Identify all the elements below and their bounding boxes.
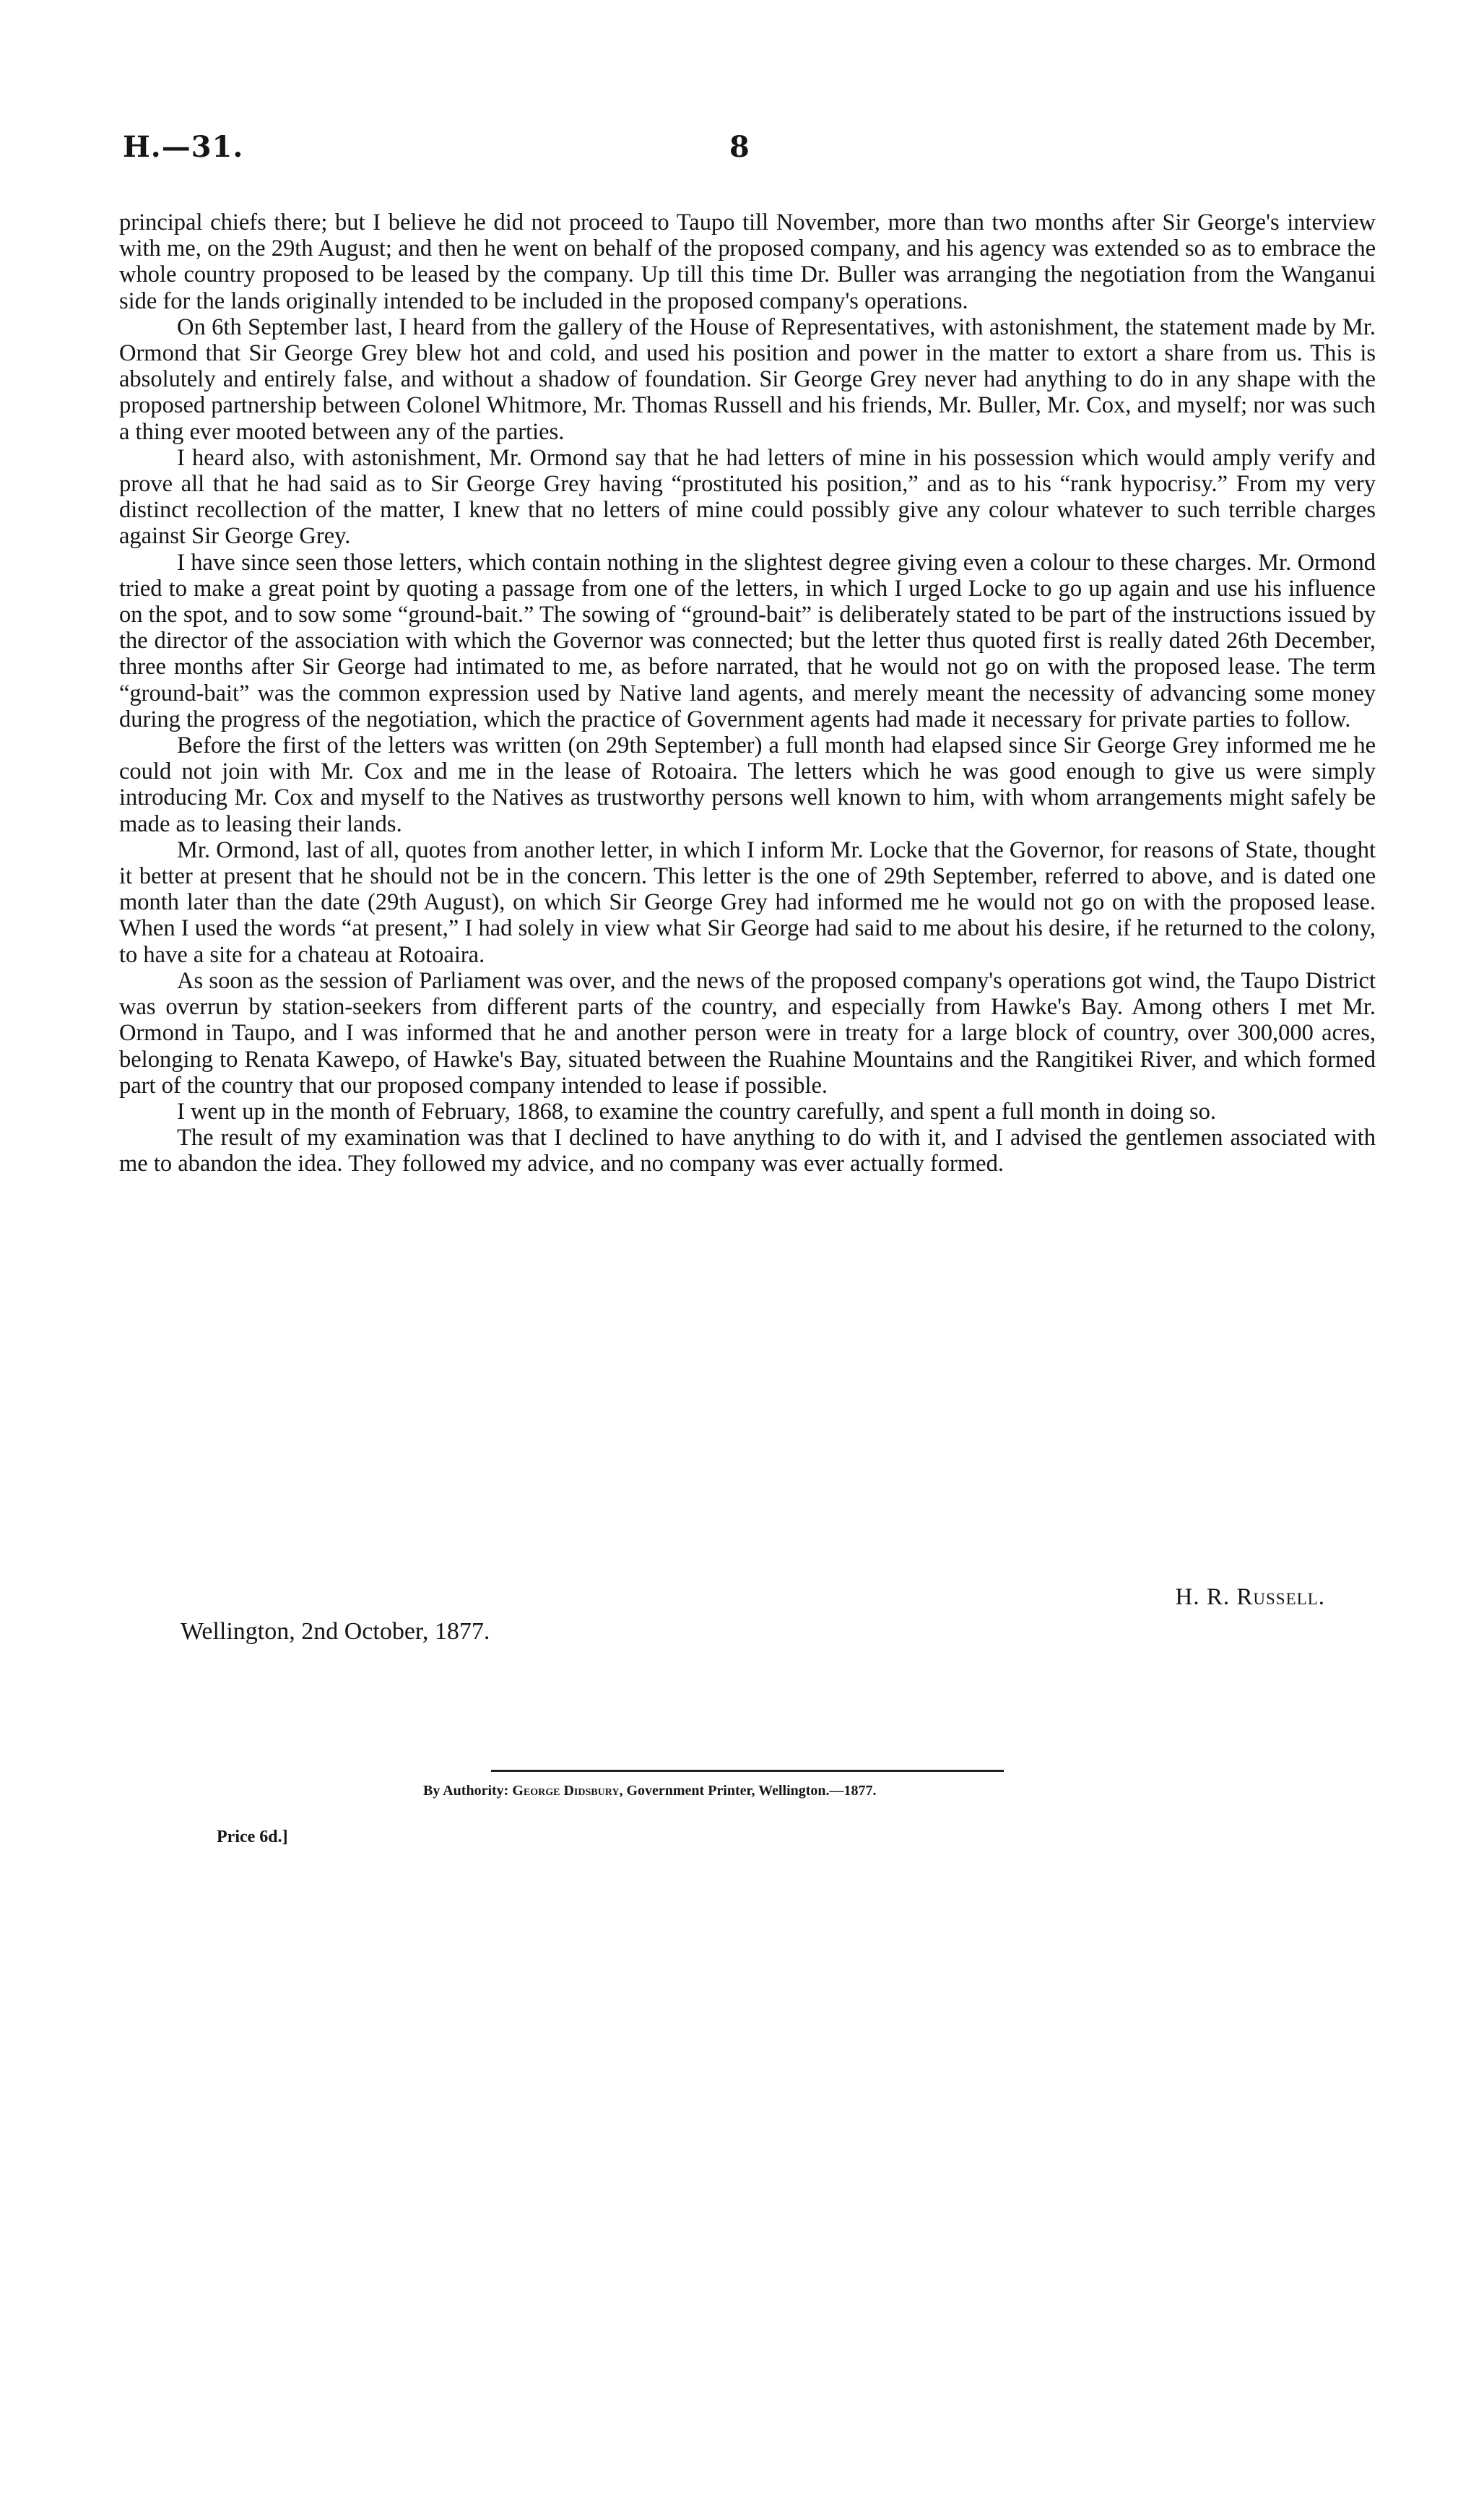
body-text <box>119 209 1376 1177</box>
paragraph: On 6th September last, I heard from the gallery of the House of Representatives, with astonishment, the statement made by Mr. Ormond that Sir George Grey blew hot and cold, and used his position and power in the matter to extort a share from us. This is absolutely and entirely false, and without a shadow of foundation. Sir George Grey never had anything to do in any shape with the proposed partnership between Colonel Whitmore, Mr. Thomas Russell and his friends, Mr. Buller, Mr. Cox, and myself; nor was such a thing ever mooted between any of the parties. <box>119 314 1376 445</box>
price-note: Price 6d.] <box>217 1828 288 1846</box>
paragraph: Mr. Ormond, last of all, quotes from another letter, in which I inform Mr. Locke that the Governor, for reasons of State, thought it better at present that he should not be in the concern. This letter is the one of 29th September, referred to above, and is dated one month later than the date (29th August), on which Sir George Grey had informed me he would not go on with the proposed lease. When I used the words “at present,” I had solely in view what Sir George had said to me about his desire, if he returned to the colony, to have a site for a chateau at Rotoaira. <box>119 836 1376 968</box>
imprint-suffix: , Government Printer, Wellington.—1877. <box>619 1783 877 1799</box>
imprint-prefix: By Authority: <box>423 1783 513 1799</box>
signature-initials: H. R. <box>1175 1584 1237 1610</box>
signature <box>1176 1584 1325 1611</box>
place-and-date: Wellington, 2nd October, 1877. <box>181 1618 490 1645</box>
page-number: 8 <box>729 130 750 164</box>
paragraph: I went up in the month of February, 1868, to examine the country carefully, and spent a full month in doing so. <box>177 1098 1217 1125</box>
signature-surname: Russell. <box>1236 1584 1325 1610</box>
divider-rule <box>491 1770 1004 1772</box>
paragraph: I heard also, with astonishment, Mr. Ormond say that he had letters of mine in his possession which would amply verify and prove all that he had said as to Sir George Grey having “prostituted his position,” and as to his “rank hypocrisy.” From my very distinct recollection of the matter, I knew that no letters of mine could possibly give any colour whatever to such terrible charges against Sir George Grey. <box>119 444 1376 550</box>
document-reference: H.—31. <box>123 130 244 164</box>
paragraph: As soon as the session of Parliament was over, and the news of the proposed company's operations got wind, the Taupo District was overrun by station-seekers from different parts of the country, and especially from Hawke's Bay. Among others I met Mr. Ormond in Taupo, and I was informed that he and another person were in treaty for a large block of country, over 300,000 acres, belonging to Renata Kawepo, of Hawke's Bay, situated between the Ruahine Mountains and the Rangitikei River, and which formed part of the country that our proposed company intended to lease if possible. <box>119 967 1376 1099</box>
paragraph: I have since seen those letters, which contain nothing in the slightest degree giving even a colour to these charges. Mr. Ormond tried to make a great point by quoting a passage from one of the letters, in which I urged Locke to go up again and use his influence on the spot, and to sow some “ground-bait.” The sowing of “ground-bait” is deliberately stated to be part of the instructions issued by the director of the association with which the Governor was connected; but the letter thus quoted first is really dated 26th December, three months after Sir George had intimated to me, as before narrated, that he would not go on with the proposed lease. The term “ground-bait” was the common expression used by Native land agents, and merely meant the necessity of advancing some money during the progress of the negotiation, which the practice of Government agents had made it necessary for private parties to follow. <box>119 549 1376 732</box>
paragraph: The result of my examination was that I declined to have anything to do with it, and I advised the gentlemen associated with me to abandon the idea. They followed my advice, and no company was ever actually formed. <box>119 1125 1376 1177</box>
printer-imprint <box>423 1783 1080 1799</box>
imprint-printer: George Didsbury <box>512 1783 620 1799</box>
paragraph: Before the first of the letters was written (on 29th September) a full month had elapsed since Sir George Grey informed me he could not join with Mr. Cox and me in the lease of Rotoaira. The letters which he was good enough to give us were simply introducing Mr. Cox and myself to the Natives as trustworthy persons well known to him, with whom arrangements might safely be made as to leasing their lands. <box>119 732 1376 837</box>
paragraph-continued: principal chiefs there; but I believe he did not proceed to Taupo till November, more than two months after Sir George's interview with me, on the 29th August; and then he went on behalf of the proposed company, and his agency was extended so as to embrace the whole country proposed to be leased by the company. Up till this time Dr. Buller was arranging the negotiation from the Wanganui side for the lands originally intended to be included in the proposed company's operations. <box>119 209 1376 314</box>
